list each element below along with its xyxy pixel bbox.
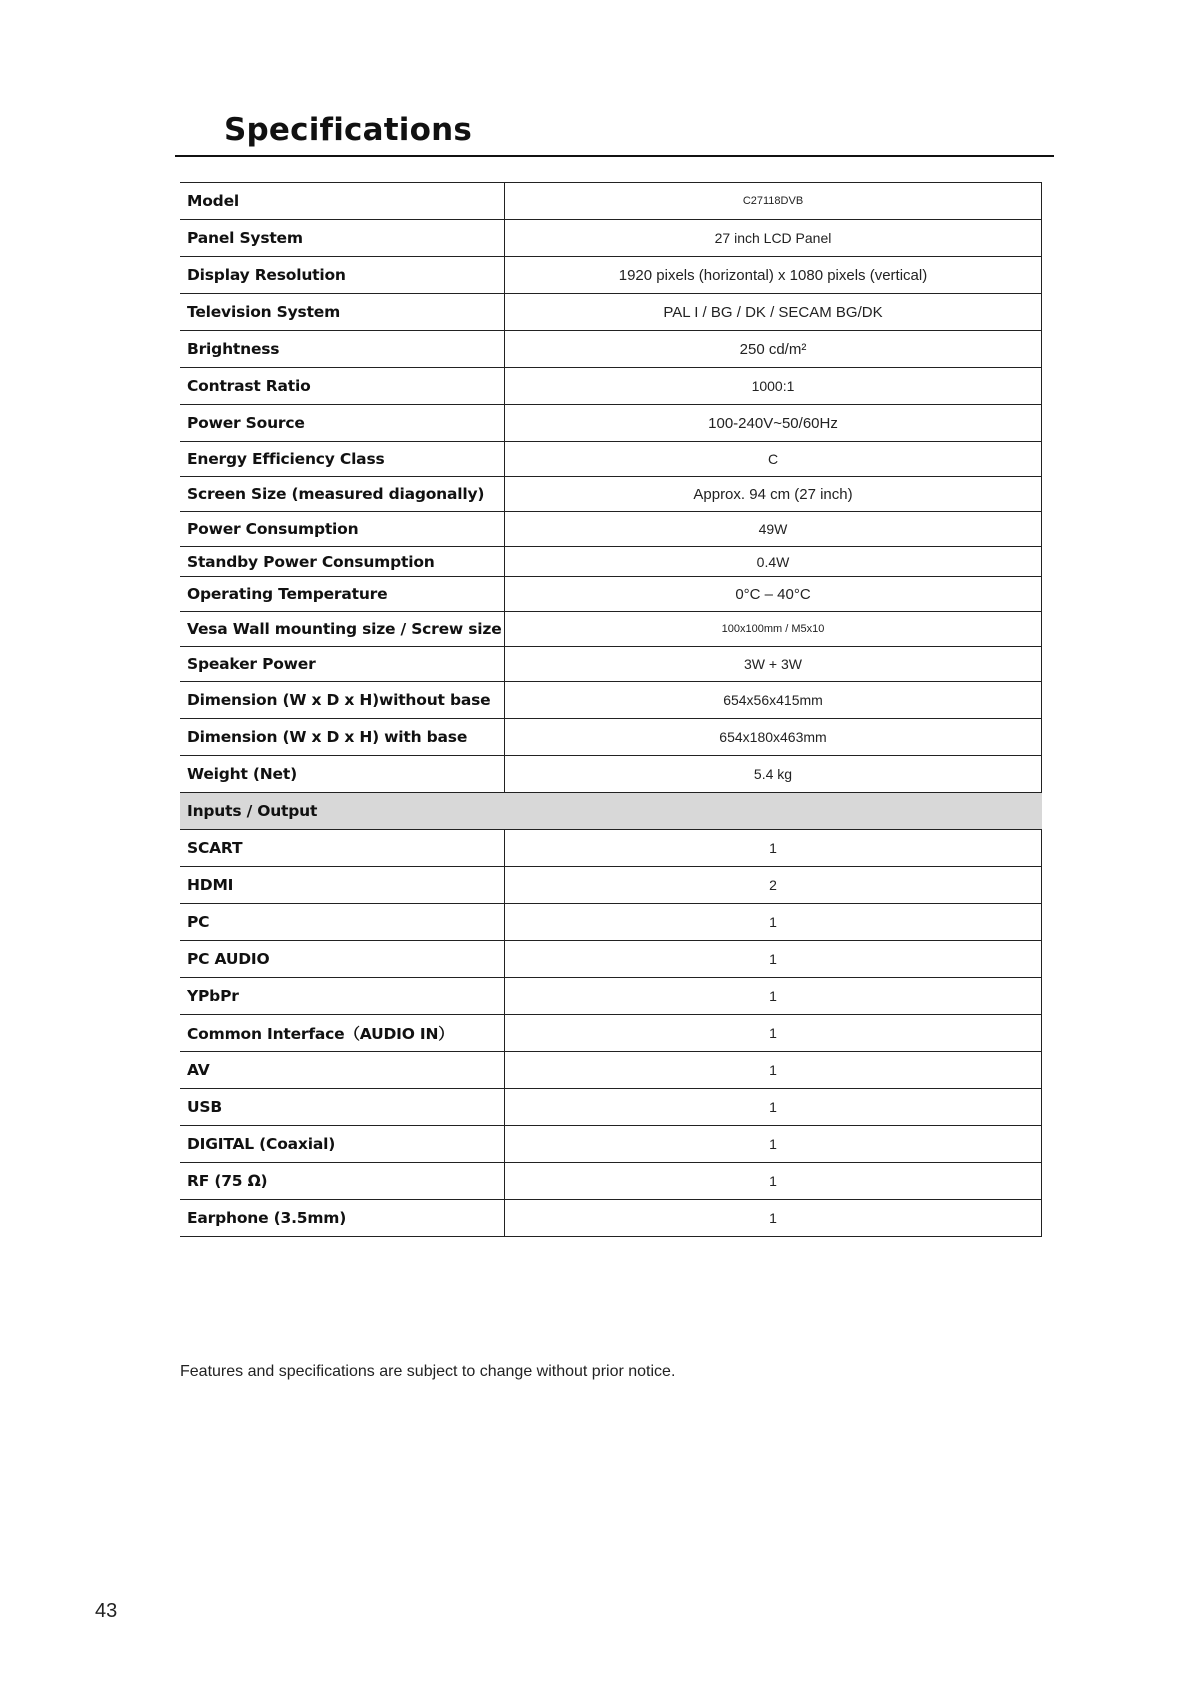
spec-row-operating-temperature — [180, 577, 1042, 612]
io-value: 1 — [505, 941, 1042, 978]
io-label: PC — [180, 904, 505, 941]
spec-value: C — [505, 442, 1042, 477]
section-title: Inputs / Output — [180, 793, 1042, 830]
spec-row-energy-class — [180, 442, 1042, 477]
spec-row-dimension-without-base — [180, 682, 1042, 719]
spec-row-screen-size — [180, 477, 1042, 512]
spec-row-panel-system — [180, 220, 1042, 257]
page-number: 43 — [95, 1600, 118, 1622]
spec-value: PAL I / BG / DK / SECAM BG/DK — [505, 294, 1042, 331]
io-label: SCART — [180, 830, 505, 867]
io-row-earphone — [180, 1200, 1042, 1237]
spec-row-model — [180, 183, 1042, 220]
specifications-table — [180, 182, 1042, 1237]
io-value: 1 — [505, 904, 1042, 941]
io-label: AV — [180, 1052, 505, 1089]
io-value: 1 — [505, 1200, 1042, 1237]
io-value: 1 — [505, 830, 1042, 867]
spec-label: Weight (Net) — [180, 756, 505, 793]
spec-value: 3W + 3W — [505, 647, 1042, 682]
spec-label: Energy Efficiency Class — [180, 442, 505, 477]
spec-label: Contrast Ratio — [180, 368, 505, 405]
inputs-output-section-header — [180, 793, 1042, 830]
page-title: Specifications — [224, 112, 473, 148]
spec-label: Brightness — [180, 331, 505, 368]
spec-value: 250 cd/m² — [505, 331, 1042, 368]
io-row-usb — [180, 1089, 1042, 1126]
spec-row-weight — [180, 756, 1042, 793]
io-row-digital-coaxial — [180, 1126, 1042, 1163]
spec-label: Screen Size (measured diagonally) — [180, 477, 505, 512]
spec-label: Model — [180, 183, 505, 220]
io-row-pc-audio — [180, 941, 1042, 978]
spec-row-speaker-power — [180, 647, 1042, 682]
spec-row-brightness — [180, 331, 1042, 368]
spec-label: Vesa Wall mounting size / Screw size — [180, 612, 505, 647]
spec-row-vesa-mounting — [180, 612, 1042, 647]
io-label: DIGITAL (Coaxial) — [180, 1126, 505, 1163]
io-value: 1 — [505, 978, 1042, 1015]
footnote: Features and specifications are subject to change without prior notice. — [180, 1363, 676, 1380]
io-label: HDMI — [180, 867, 505, 904]
spec-value: 1000:1 — [505, 368, 1042, 405]
io-row-ypbpr — [180, 978, 1042, 1015]
spec-value: 0.4W — [505, 547, 1042, 577]
spec-label: Dimension (W x D x H) with base — [180, 719, 505, 756]
spec-value: 1920 pixels (horizontal) x 1080 pixels (vertical) — [505, 257, 1042, 294]
spec-row-dimension-with-base — [180, 719, 1042, 756]
spec-row-power-consumption — [180, 512, 1042, 547]
spec-value: 100-240V~50/60Hz — [505, 405, 1042, 442]
io-row-scart — [180, 830, 1042, 867]
io-label: Common Interface（AUDIO IN） — [180, 1015, 505, 1052]
io-label: PC AUDIO — [180, 941, 505, 978]
io-label: RF (75 Ω) — [180, 1163, 505, 1200]
spec-row-contrast-ratio — [180, 368, 1042, 405]
io-label: Earphone (3.5mm) — [180, 1200, 505, 1237]
spec-label: Panel System — [180, 220, 505, 257]
io-row-rf — [180, 1163, 1042, 1200]
spec-label: Power Source — [180, 405, 505, 442]
io-value: 1 — [505, 1015, 1042, 1052]
spec-label: Dimension (W x D x H)without base — [180, 682, 505, 719]
io-label: USB — [180, 1089, 505, 1126]
io-value: 1 — [505, 1089, 1042, 1126]
spec-value: 49W — [505, 512, 1042, 547]
io-row-hdmi — [180, 867, 1042, 904]
spec-value: 27 inch LCD Panel — [505, 220, 1042, 257]
spec-label: Television System — [180, 294, 505, 331]
io-label: YPbPr — [180, 978, 505, 1015]
io-value: 1 — [505, 1052, 1042, 1089]
spec-value: Approx. 94 cm (27 inch) — [505, 477, 1042, 512]
spec-label: Standby Power Consumption — [180, 547, 505, 577]
spec-value: C27118DVB — [505, 183, 1042, 220]
spec-label: Speaker Power — [180, 647, 505, 682]
io-value: 1 — [505, 1163, 1042, 1200]
io-row-av — [180, 1052, 1042, 1089]
spec-row-television-system — [180, 294, 1042, 331]
spec-row-standby-power — [180, 547, 1042, 577]
io-value: 1 — [505, 1126, 1042, 1163]
spec-value: 5.4 kg — [505, 756, 1042, 793]
spec-value: 100x100mm / M5x10 — [505, 612, 1042, 647]
io-row-pc — [180, 904, 1042, 941]
io-row-common-interface — [180, 1015, 1042, 1052]
spec-value: 654x180x463mm — [505, 719, 1042, 756]
spec-label: Power Consumption — [180, 512, 505, 547]
title-divider — [175, 155, 1054, 157]
spec-label: Operating Temperature — [180, 577, 505, 612]
spec-label: Display Resolution — [180, 257, 505, 294]
spec-value: 0°C – 40°C — [505, 577, 1042, 612]
spec-row-display-resolution — [180, 257, 1042, 294]
io-value: 2 — [505, 867, 1042, 904]
spec-value: 654x56x415mm — [505, 682, 1042, 719]
spec-row-power-source — [180, 405, 1042, 442]
